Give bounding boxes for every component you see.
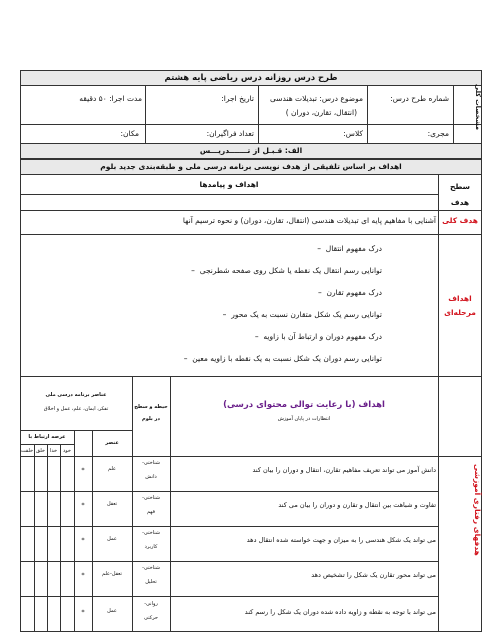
duration-label: مدت اجرا: ۵۰ دقیقه: [79, 94, 142, 103]
level-header-2: هدف: [450, 198, 470, 207]
bloom-cell: شناختی-: [142, 495, 160, 501]
general-goal-text: آشنایی با مفاهیم پایه ای تبدیلات هندسی (انتقال، تقارن، دوران) و نحوه ترسیم آنها: [182, 216, 436, 225]
goals-header-bottom: [20, 210, 482, 211]
staged-goal-item: درک مفهوم تقارن –: [317, 288, 382, 297]
bloom-cell: دانش: [145, 474, 157, 480]
bloom-cell: حرکتی: [144, 615, 158, 621]
elements-title: عناصر برنامه درسی ملی: [45, 392, 107, 398]
behavioral-row-text: می تواند محور تقارن یک شکل را تشخیص دهد: [311, 571, 436, 579]
behavioral-row-text: دانش آموز می تواند تعریف مفاهیم تقارن، انتقال و دوران را بیان کند: [252, 466, 436, 474]
info-col-divider-3: [145, 86, 146, 143]
behavioral-side-label: هدفهای رفتاری آموزشی: [473, 464, 482, 556]
staged-goal-item: توانایی رسم انتقال یک نقطه یا شکل روی صفحه شطرنجی –: [191, 266, 382, 275]
staged-goal-item: توانایی رسم دوران یک شکل نسبت به یک نقطه با زاویه معین –: [183, 354, 382, 363]
rel-col-3: [34, 444, 35, 632]
behavioral-header-title: اهداف (با رعایت توالی محتوای درسی): [223, 400, 385, 410]
info-col-divider-1: [367, 86, 368, 143]
teacher-label: مجری:: [427, 129, 449, 138]
goals-header-line: [20, 194, 438, 195]
lesson-number-label: شماره طرح درس:: [390, 94, 449, 103]
level-header-1: سطح: [449, 182, 471, 191]
staged-goals-bottom: [20, 376, 482, 377]
behavioral-row-text: می تواند یک شکل هندسی را به میزان و جهت خواسته شده انتقال دهد: [246, 536, 436, 544]
staged-goal-item: درک مفهوم دوران و ارتباط آن با زاویه –: [254, 332, 382, 341]
element-mark: *: [81, 536, 85, 544]
relation-col-god: خدا: [49, 448, 58, 454]
rel-col-1: [60, 444, 61, 632]
bloom-cell: کاربرد: [144, 544, 158, 550]
behavioral-header-sub: انتظارات در پایان آموزش: [277, 416, 331, 422]
info-col-divider-2: [258, 86, 259, 143]
row-line: [20, 526, 438, 527]
staged-goals-label-1: اهداف: [448, 294, 472, 303]
general-goal-label: هدف کلی: [442, 216, 478, 225]
bloom-col-right: [132, 376, 133, 632]
general-goal-bottom: [20, 234, 482, 235]
page-title: طرح درس روزانه درس ریاضی پایه هشتم: [164, 73, 338, 83]
relation-header: عرصه ارتباط با: [28, 434, 66, 440]
elements-header-line: [20, 430, 132, 431]
place-label: مکان:: [120, 129, 139, 138]
element-mark: *: [81, 501, 85, 509]
date-label: تاریخ اجرا:: [221, 94, 254, 103]
element-cell: عمل: [107, 608, 117, 614]
students-label: تعداد فراگیران:: [206, 129, 254, 138]
lesson-plan-sheet: [20, 70, 482, 632]
bloom-header-2: در بلوم: [142, 416, 160, 422]
relation-col-creation: خلقت: [20, 448, 34, 454]
row-line: [20, 561, 438, 562]
bloom-col-left: [170, 376, 171, 632]
staged-goal-item: درک مفهوم انتقال –: [317, 244, 382, 253]
mark-col-left: [74, 430, 75, 632]
element-col-left: [92, 430, 93, 632]
element-mark: *: [81, 571, 85, 579]
staged-goals-label-2: مرحله‌ای: [444, 308, 476, 317]
bloom-header-1: حیطه و سطح: [134, 404, 168, 410]
element-header: عنصر: [105, 440, 119, 446]
element-mark: *: [81, 466, 85, 474]
relation-col-self: خود: [63, 448, 71, 454]
rel-col-2: [47, 444, 48, 632]
topic-sub: (انتقال، تقارن، دوران ): [285, 108, 357, 117]
topic-label: موضوع درس: تبدیلات هندسی: [269, 94, 363, 103]
staged-goal-item: توانایی رسم یک شکل متقارن نسبت به یک محور –: [222, 310, 382, 319]
bloom-cell: فهم: [146, 509, 156, 515]
general-info-label: مشخصات کلی: [474, 84, 482, 130]
row-line: [20, 596, 438, 597]
goals-header: اهداف و پیامدها: [199, 180, 259, 189]
row-line: [20, 491, 438, 492]
info-divider: [20, 124, 482, 125]
relation-header-line: [20, 444, 74, 445]
element-mark: *: [81, 608, 85, 616]
bloom-cell: شناختی-: [142, 530, 160, 536]
behavioral-header-bottom: [20, 456, 482, 457]
relation-col-people: خلق: [36, 448, 45, 454]
behavioral-row-text: تفاوت و شباهت بین انتقال و تقارن و دوران را بیان می کند: [278, 501, 436, 509]
bloom-cell: شناختی-: [142, 565, 160, 571]
class-label: کلاس:: [343, 129, 363, 138]
elements-sub: تفکر، ایمان، علم، عمل و اخلاق: [43, 406, 109, 412]
element-cell: تعقل: [106, 501, 118, 507]
element-cell: علم: [108, 466, 116, 472]
bloom-cell: شناختی-: [142, 460, 160, 466]
element-cell: عمل: [107, 536, 117, 542]
staged-col-divider: [438, 234, 439, 376]
section-a-title: الف: قـبـل از تـــــــدریـــس: [199, 146, 303, 155]
bloom-cell: تحلیل: [145, 579, 157, 585]
bloom-cell: روانی-: [144, 601, 158, 607]
behavioral-row-text: می تواند با توجه به نقطه و زاویه داده شده دوران یک شکل را رسم کند: [244, 608, 436, 616]
element-cell: تعقل-علم: [102, 571, 122, 577]
objectives-title: اهداف بر اساس تلفیقی از هدف نویسی برنامه درسی ملی و طبقه‌بندی جدید بلوم: [100, 162, 402, 171]
